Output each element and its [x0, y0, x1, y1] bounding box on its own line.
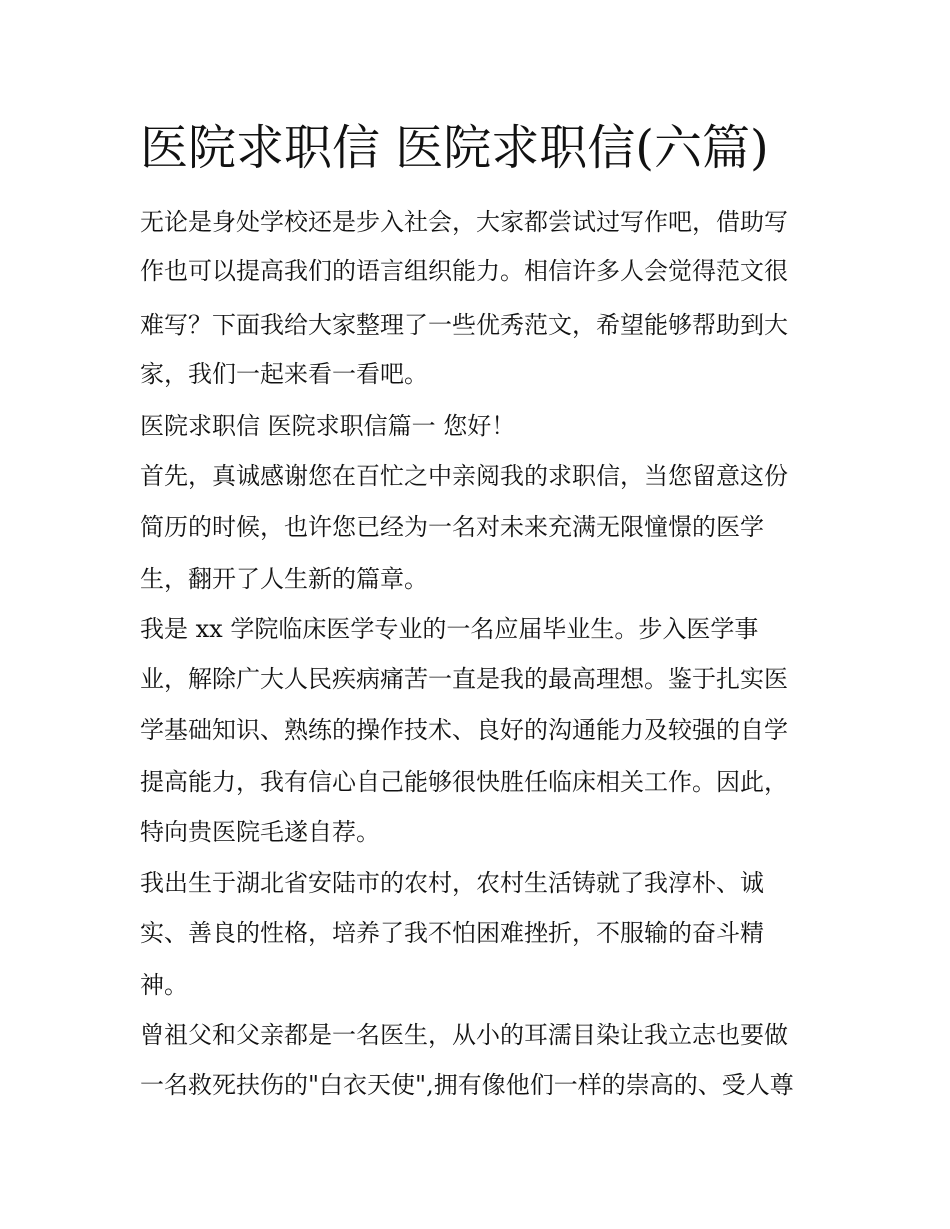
text-line-15: 实、善良的性格，培养了我不怕困难挫折，不服输的奋斗精 — [140, 919, 764, 947]
text-line-16: 神。 — [140, 971, 188, 999]
text-line-1: 无论是身处学校还是步入社会，大家都尝试过写作吧，借助写 — [140, 208, 788, 236]
text-line-12: 提高能力，我有信心自己能够很快胜任临床相关工作。因此， — [140, 768, 788, 796]
text-line-7: 简历的时候，也许您已经为一名对未来充满无限憧憬的医学 — [140, 513, 764, 541]
text-line-2: 作也可以提高我们的语言组织能力。相信许多人会觉得范文很 — [140, 257, 788, 285]
text-line-4: 家，我们一起来看一看吧。 — [140, 360, 428, 388]
text-line-9: 我是 xx 学院临床医学专业的一名应届毕业生。步入医学事 — [140, 615, 759, 643]
text-line-17: 曾祖父和父亲都是一名医生，从小的耳濡目染让我立志也要做 — [140, 1021, 788, 1049]
text-line-6: 首先，真诚感谢您在百忙之中亲阅我的求职信，当您留意这份 — [140, 462, 788, 490]
text-line-18: 一名救死扶伤的"白衣天使",拥有像他们一样的崇高的、受人尊 — [140, 1071, 794, 1099]
text-line-8: 生，翻开了人生新的篇章。 — [140, 565, 428, 593]
text-line-14: 我出生于湖北省安陆市的农村，农村生活铸就了我淳朴、诚 — [140, 869, 764, 897]
text-line-11: 学基础知识、熟练的操作技术、良好的沟通能力及较强的自学 — [140, 716, 788, 744]
text-line-5: 医院求职信 医院求职信篇一 您好！ — [140, 412, 516, 440]
document-title: 医院求职信 医院求职信(六篇) — [140, 120, 769, 176]
text-line-3: 难写？下面我给大家整理了一些优秀范文，希望能够帮助到大 — [140, 311, 788, 339]
text-line-13: 特向贵医院毛遂自荐。 — [140, 818, 380, 846]
text-line-10: 业，解除广大人民疾病痛苦一直是我的最高理想。鉴于扎实医 — [140, 665, 788, 693]
